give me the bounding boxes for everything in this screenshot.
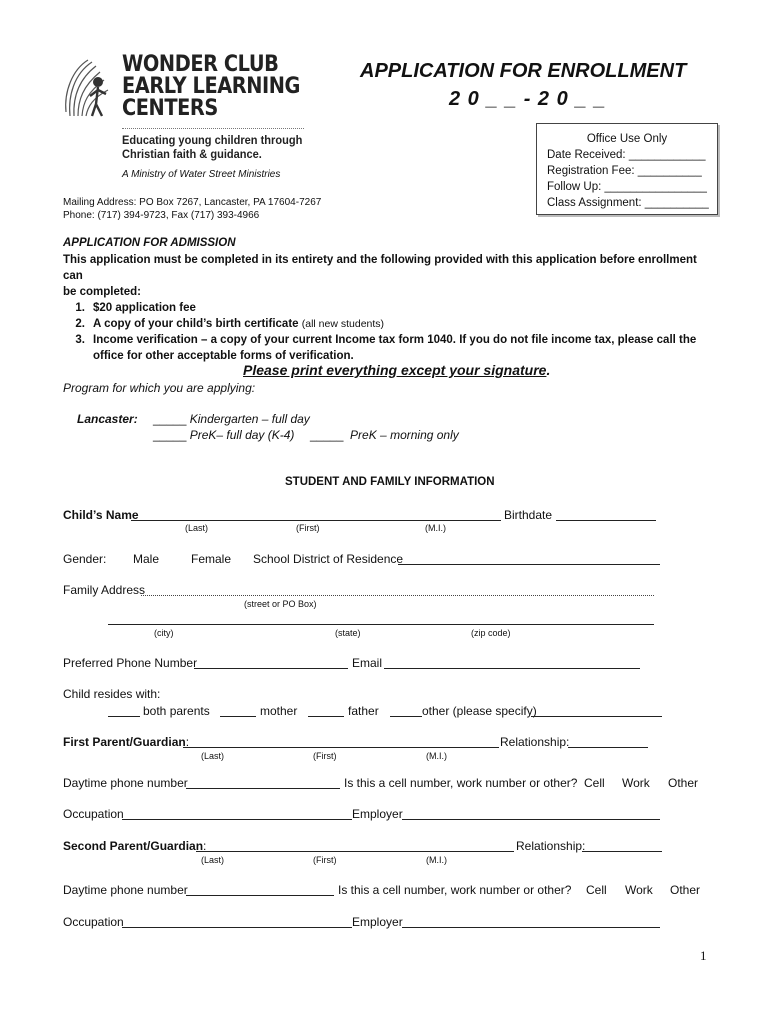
school-district-label: School District of Residence (253, 552, 404, 566)
follow-up: Follow Up: ________________ (547, 181, 707, 193)
first-phone-cell-option[interactable]: Cell (584, 776, 605, 790)
wonder-club-logo-icon (62, 56, 120, 120)
first-employer-field[interactable] (402, 819, 660, 820)
school-district-field[interactable] (398, 564, 660, 565)
second-parent-last-hint: (Last) (201, 855, 225, 865)
requirement-3: 3. Income verification – a copy of your current Income tax form 1040. If you do not file income tax, please call the (75, 334, 697, 346)
second-parent-first-hint: (First) (313, 855, 337, 865)
child-name-label: Child’s Name (63, 508, 139, 522)
print-note: Please print everything except your signature. (243, 362, 551, 378)
logo-wordmark: WONDER CLUB EARLY LEARNING CENTERS (122, 52, 300, 121)
mother-blank[interactable] (220, 716, 256, 717)
first-parent-last-hint: (Last) (201, 751, 225, 761)
first-occupation-field[interactable] (122, 819, 352, 820)
second-parent-name-field[interactable] (196, 851, 514, 852)
first-relationship-field[interactable] (568, 747, 648, 748)
resides-with-label: Child resides with: (63, 687, 161, 701)
office-use-box (536, 123, 718, 215)
preferred-phone-field[interactable] (194, 668, 348, 669)
second-daytime-phone-label: Daytime phone number (63, 883, 188, 897)
second-employer-label: Employer (352, 915, 403, 929)
last-hint: (Last) (185, 523, 209, 533)
prek-full-option[interactable]: _____ PreK– full day (K-4) (153, 428, 295, 442)
city-hint: (city) (154, 628, 174, 638)
class-assignment: Class Assignment: __________ (547, 197, 709, 209)
child-name-field[interactable] (131, 520, 501, 521)
gender-label: Gender: (63, 552, 107, 566)
second-phone-other-option[interactable]: Other (670, 883, 701, 897)
first-phone-other-option[interactable]: Other (668, 776, 699, 790)
state-hint: (state) (335, 628, 361, 638)
gender-male-option[interactable]: Male (133, 552, 160, 566)
requirement-1: 1. $20 application fee (75, 302, 196, 314)
phone-fax: Phone: (717) 394-9723, Fax (717) 393-4966 (63, 210, 260, 221)
first-parent-first-hint: (First) (313, 751, 337, 761)
second-parent-mi-hint: (M.I.) (426, 855, 447, 865)
office-use-header: Office Use Only (586, 133, 668, 145)
both-parents-blank[interactable] (108, 716, 140, 717)
second-occupation-field[interactable] (122, 927, 352, 928)
first-employer-label: Employer (352, 807, 403, 821)
birthdate-label: Birthdate (504, 508, 553, 522)
second-parent-label: Second Parent/Guardian: (63, 839, 207, 853)
first-hint: (First) (296, 523, 320, 533)
second-phone-type-question: Is this a cell number, work number or other? (338, 883, 572, 897)
ministry-text: A Ministry of Water Street Ministries (122, 169, 281, 180)
zip-hint: (zip code) (471, 628, 511, 638)
mother-option: mother (260, 704, 298, 718)
admission-intro: This application must be completed in its entirety and the following provided with this application before enrollment can (63, 254, 697, 282)
second-phone-work-option[interactable]: Work (625, 883, 653, 897)
program-prompt: Program for which you are applying: (63, 381, 256, 395)
mi-hint: (M.I.) (425, 523, 446, 533)
registration-fee: Registration Fee: __________ (547, 165, 702, 177)
second-daytime-phone-field[interactable] (186, 895, 334, 896)
other-blank[interactable] (390, 716, 422, 717)
prek-morning-option[interactable]: _____ PreK – morning only (310, 428, 459, 442)
kindergarten-option[interactable]: _____ Kindergarten – full day (153, 412, 310, 426)
first-phone-type-question: Is this a cell number, work number or other? (344, 776, 578, 790)
first-parent-name-field[interactable] (183, 747, 499, 748)
email-field[interactable] (384, 668, 640, 669)
first-daytime-phone-label: Daytime phone number (63, 776, 188, 790)
admission-heading: APPLICATION FOR ADMISSION (63, 237, 236, 249)
mailing-address: Mailing Address: PO Box 7267, Lancaster, PA 17604-7267 (63, 197, 322, 208)
father-blank[interactable] (308, 716, 344, 717)
father-option: father (348, 704, 379, 718)
section-title: STUDENT AND FAMILY INFORMATION (285, 476, 495, 488)
requirement-3-cont: office for other acceptable forms of verification. (93, 350, 354, 362)
city-state-zip-field[interactable] (108, 624, 654, 625)
school-year: 2 0 _ _ - 2 0 _ _ (449, 88, 607, 110)
other-option: other (please specify) (422, 704, 537, 718)
second-relationship-label: Relationship: (516, 839, 586, 853)
date-received: Date Received: ____________ (547, 149, 706, 161)
program-location: Lancaster: (77, 412, 138, 426)
requirement-2: 2. A copy of your child’s birth certificate (all new students) (75, 318, 385, 330)
page-title: APPLICATION FOR ENROLLMENT (360, 60, 687, 82)
second-relationship-field[interactable] (582, 851, 662, 852)
first-relationship-label: Relationship: (500, 735, 570, 749)
first-phone-work-option[interactable]: Work (622, 776, 650, 790)
email-label: Email (352, 656, 383, 670)
admission-requirements (63, 252, 703, 364)
gender-female-option[interactable]: Female (191, 552, 232, 566)
first-parent-label: First Parent/Guardian: (63, 735, 190, 749)
first-occupation-label: Occupation (63, 807, 124, 821)
first-daytime-phone-field[interactable] (186, 788, 340, 789)
second-phone-cell-option[interactable]: Cell (586, 883, 607, 897)
admission-intro-cont: be completed: (63, 286, 141, 298)
birthdate-field[interactable] (556, 520, 656, 521)
other-specify-field[interactable] (531, 716, 662, 717)
second-employer-field[interactable] (402, 927, 660, 928)
first-parent-mi-hint: (M.I.) (426, 751, 447, 761)
both-parents-option: both parents (143, 704, 210, 718)
street-hint: (street or PO Box) (244, 599, 317, 609)
page-number: 1 (700, 948, 707, 963)
preferred-phone-label: Preferred Phone Number (63, 656, 198, 670)
logo-tagline: Educating young children through Christian faith & guidance. (122, 133, 303, 161)
family-address-label: Family Address (63, 583, 146, 597)
logo-divider (122, 128, 304, 129)
second-occupation-label: Occupation (63, 915, 124, 929)
street-field[interactable] (141, 595, 654, 596)
